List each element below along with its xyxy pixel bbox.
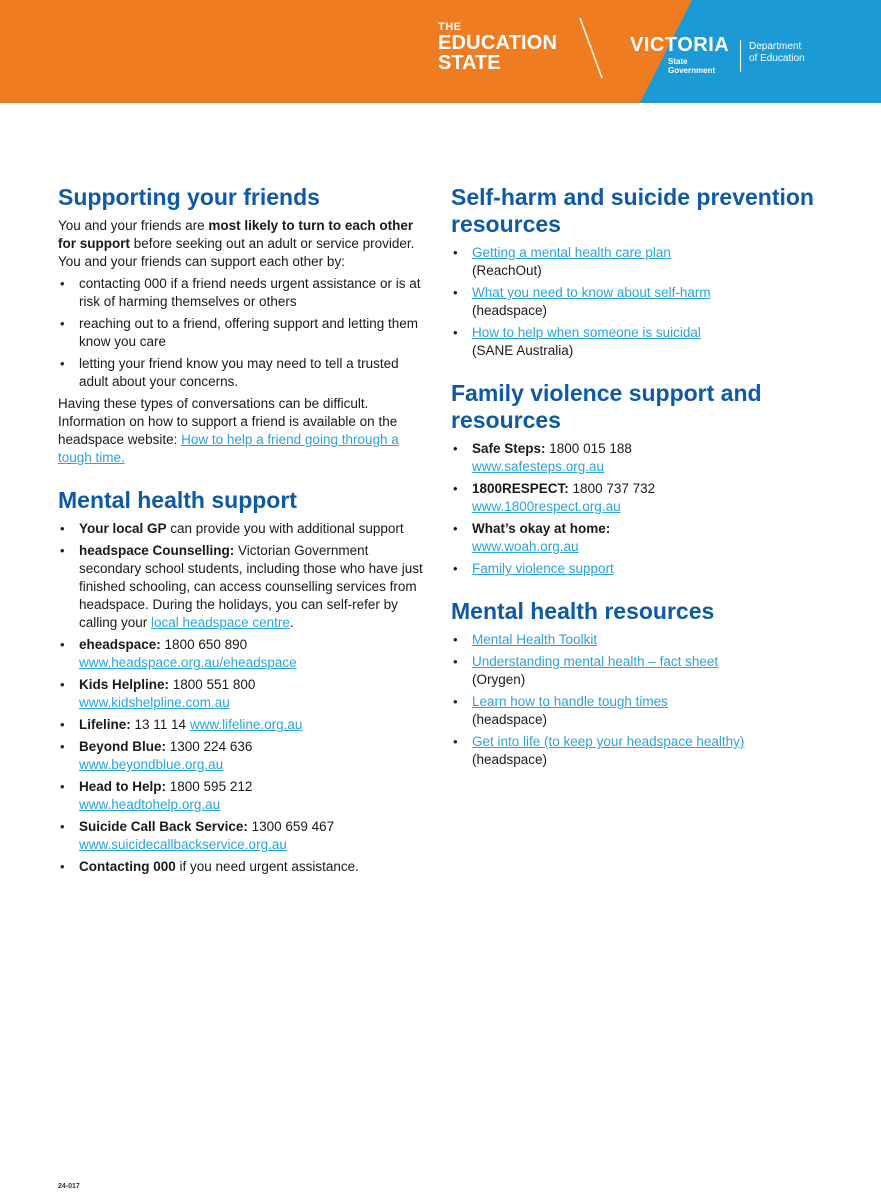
list-item: • Your local GP can provide you with additional support bbox=[58, 520, 423, 538]
support-list bbox=[58, 520, 423, 876]
list-item: • 1800RESPECT: 1800 737 732 www.1800respect.org.au bbox=[451, 480, 821, 516]
logo-the: THE bbox=[438, 21, 462, 33]
list-item: • reaching out to a friend, offering support and letting them know you care bbox=[58, 315, 423, 351]
list-item: • headspace Counselling: Victorian Government secondary school students, including those who have just finished schooling, can access counselling services from headspace. During the holidays, you can self-refer by calling your local headspace centre. bbox=[58, 542, 423, 632]
list-item: • contacting 000 if a friend needs urgent assistance or is at risk of harming themselves or others bbox=[58, 275, 423, 311]
vic-sub-government: Government bbox=[668, 66, 716, 75]
education-state-logo bbox=[438, 22, 557, 73]
kidshelpline-link[interactable]: www.kidshelpline.com.au bbox=[79, 695, 230, 710]
dept-line-2: of Education bbox=[749, 53, 805, 64]
family-violence-support-link[interactable]: Family violence support bbox=[472, 561, 614, 576]
care-plan-link[interactable]: Getting a mental health care plan bbox=[472, 245, 671, 260]
logo-slash-icon bbox=[578, 16, 606, 82]
local-headspace-link[interactable]: local headspace centre bbox=[151, 615, 290, 630]
lifeline-link[interactable]: www.lifeline.org.au bbox=[189, 717, 303, 732]
logo-state: STATE bbox=[438, 52, 501, 74]
vic-sub-state: State bbox=[668, 57, 688, 66]
family-list bbox=[451, 440, 821, 578]
friends-list bbox=[58, 275, 423, 391]
list-item: • Kids Helpline: 1800 551 800 www.kidshelpline.com.au bbox=[58, 676, 423, 712]
list-item bbox=[451, 560, 821, 578]
header-banner bbox=[0, 0, 881, 103]
list-item: • Contacting 000 if you need urgent assistance. bbox=[58, 858, 423, 876]
list-item: • eheadspace: 1800 650 890 www.headspace.org.au/eheadspace bbox=[58, 636, 423, 672]
section-title: Family violence support and resources bbox=[451, 380, 762, 433]
list-item bbox=[451, 631, 821, 649]
safesteps-link[interactable]: www.safesteps.org.au bbox=[472, 459, 605, 474]
suicidal-help-link[interactable]: How to help when someone is suicidal bbox=[472, 325, 701, 340]
list-item: • Head to Help: 1800 595 212 www.headtohelp.org.au bbox=[58, 778, 423, 814]
victoria-logo: VICTORIA bbox=[630, 34, 730, 56]
list-item: • Lifeline: 13 11 14 www.lifeline.org.au bbox=[58, 716, 423, 734]
mental-health-resources-section bbox=[451, 598, 821, 769]
list-item: • letting your friend know you may need to tell a trusted adult about your concerns. bbox=[58, 355, 423, 391]
beyondblue-link[interactable]: www.beyondblue.org.au bbox=[79, 757, 224, 772]
selfharm-link[interactable]: What you need to know about self-harm bbox=[472, 285, 711, 300]
help-friend-link[interactable]: How to help a friend going through a tough time. bbox=[58, 432, 399, 465]
list-item: • How to help when someone is suicidal (SANE Australia) bbox=[451, 324, 821, 360]
section-title: Mental health resources bbox=[451, 598, 715, 624]
list-item: • Learn how to handle tough times (headspace) bbox=[451, 693, 821, 729]
family-violence-section bbox=[451, 380, 821, 578]
list-item: • Beyond Blue: 1300 224 636 www.beyondblue.org.au bbox=[58, 738, 423, 774]
header-divider bbox=[740, 40, 741, 72]
department-label bbox=[749, 41, 805, 65]
woah-link[interactable]: www.woah.org.au bbox=[472, 539, 579, 554]
1800respect-link[interactable]: www.1800respect.org.au bbox=[472, 499, 621, 514]
eheadspace-link[interactable]: www.headspace.org.au/eheadspace bbox=[79, 655, 297, 670]
list-item: • Safe Steps: 1800 015 188 www.safesteps.org.au bbox=[451, 440, 821, 476]
selfharm-list bbox=[451, 244, 821, 360]
mental-health-support-section bbox=[58, 487, 423, 876]
fact-sheet-link[interactable]: Understanding mental health – fact sheet bbox=[472, 654, 719, 669]
list-item: • What you need to know about self-harm (headspace) bbox=[451, 284, 821, 320]
list-item: • Getting a mental health care plan (ReachOut) bbox=[451, 244, 821, 280]
selfharm-section bbox=[451, 184, 821, 360]
left-column bbox=[58, 184, 423, 896]
friends-intro: You and your friends are most likely to turn to each other for support before seeking out an adult or service provider. You and your friends can support each other by: bbox=[58, 218, 415, 269]
victoria-sub bbox=[668, 57, 715, 75]
list-item: • Get into life (to keep your headspace healthy) (headspace) bbox=[451, 733, 821, 769]
dept-line-1: Department bbox=[749, 41, 802, 52]
list-item: • What’s okay at home: www.woah.org.au bbox=[451, 520, 821, 556]
document-code: 24-017 bbox=[58, 1183, 80, 1190]
section-title: Supporting your friends bbox=[58, 184, 320, 210]
get-into-life-link[interactable]: Get into life (to keep your headspace healthy) bbox=[472, 734, 745, 749]
list-item: • Understanding mental health – fact sheet (Orygen) bbox=[451, 653, 821, 689]
resources-list bbox=[451, 631, 821, 769]
right-column bbox=[451, 184, 821, 789]
toolkit-link[interactable]: Mental Health Toolkit bbox=[472, 632, 598, 647]
section-title: Self-harm and suicide prevention resources bbox=[451, 184, 814, 237]
section-title: Mental health support bbox=[58, 487, 297, 513]
tough-times-link[interactable]: Learn how to handle tough times bbox=[472, 694, 668, 709]
logo-education: EDUCATION bbox=[438, 32, 558, 54]
list-item: • Suicide Call Back Service: 1300 659 467 www.suicidecallbackservice.org.au bbox=[58, 818, 423, 854]
suicidecallback-link[interactable]: www.suicidecallbackservice.org.au bbox=[79, 837, 287, 852]
headtohelp-link[interactable]: www.headtohelp.org.au bbox=[79, 797, 221, 812]
friends-outro: Having these types of conversations can be difficult. Information on how to support a friend is available on the headspace website: How to help a friend going through a tough time. bbox=[58, 396, 399, 465]
supporting-friends-section bbox=[58, 184, 423, 467]
